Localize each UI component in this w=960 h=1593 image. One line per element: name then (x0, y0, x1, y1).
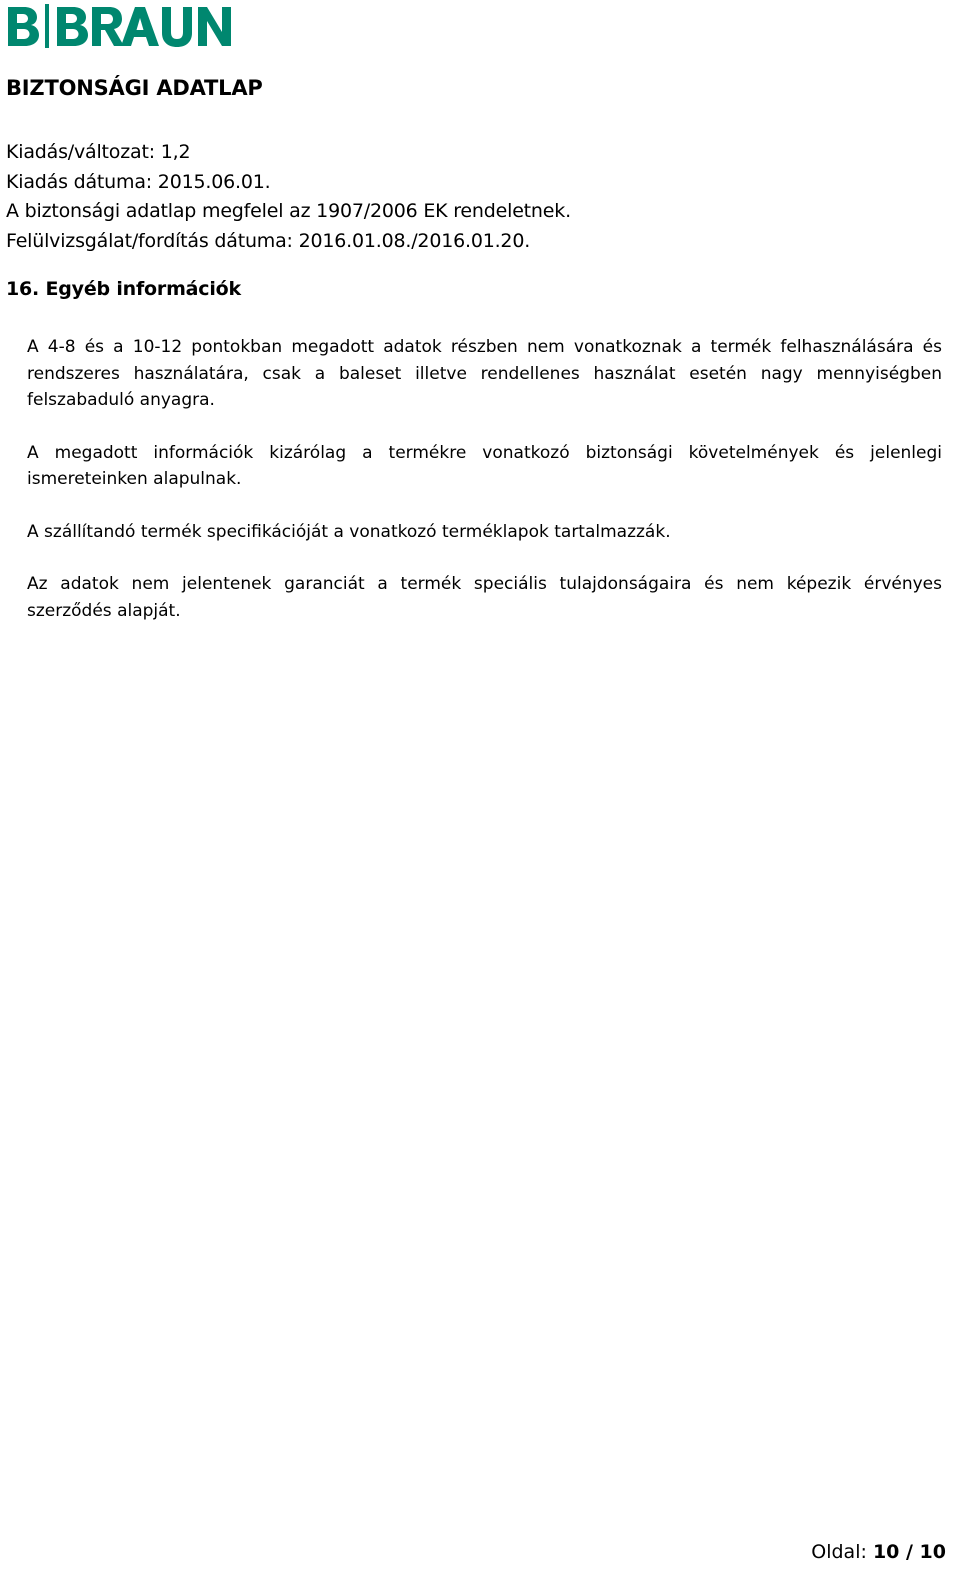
page-footer (811, 1541, 946, 1563)
paragraph: A megadott információk kizárólag a termékre vonatkozó biztonsági követelmények és jelenlegi ismereteinken alapulnak. (27, 442, 942, 489)
page-number: 10 / 10 (872, 1541, 946, 1563)
bbraun-logo (6, 4, 256, 48)
paragraph: Az adatok nem jelentenek garanciát a termék speciális tulajdonságaira és nem képezik érvényes szerződés alapját. (27, 574, 942, 621)
document-meta (6, 138, 571, 256)
issue-date-line: Kiadás dátuma: 2015.06.01. (6, 170, 271, 193)
revision-line: Kiadás/változat: 1,2 (6, 141, 191, 163)
compliance-line: A biztonsági adatlap megfelel az 1907/2006 EK rendeletnek. (6, 200, 571, 222)
section-body (27, 334, 942, 650)
page-label: Oldal: (811, 1541, 873, 1563)
paragraph: A 4-8 és a 10-12 pontokban megadott adatok részben nem vonatkoznak a termék felhasználására és rendszeres használatára, csak a baleset illetve rendellenes használat esetén nagy mennyiségben felszabaduló anyagra. (27, 337, 942, 410)
bbraun-logo-graphic (6, 4, 256, 48)
document-title: BIZTONSÁGI ADATLAP (6, 76, 263, 100)
section-heading: 16. Egyéb információk (6, 278, 241, 300)
review-date-line: Felülvizsgálat/fordítás dátuma: 2016.01.08./2016.01.20. (6, 229, 531, 252)
paragraph: A szállítandó termék specifikációját a vonatkozó terméklapok tartalmazzák. (27, 521, 671, 542)
